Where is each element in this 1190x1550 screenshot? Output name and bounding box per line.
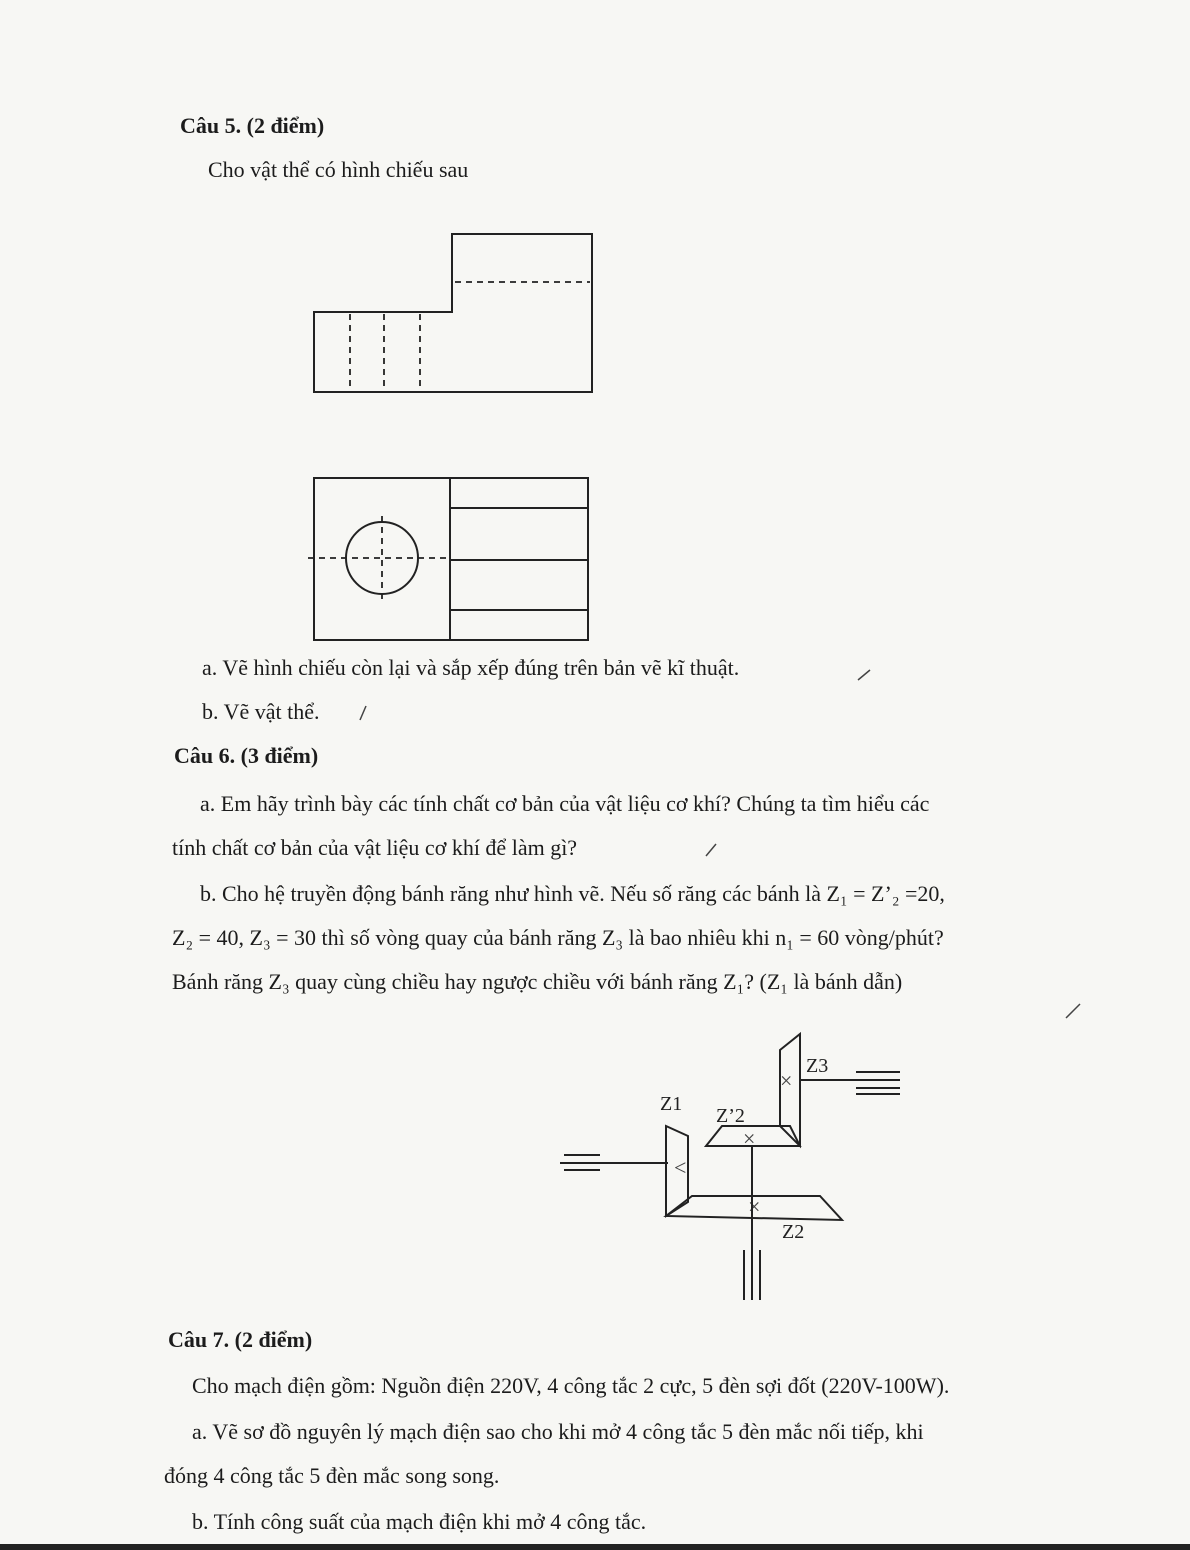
label-z1: Z1 bbox=[660, 1093, 683, 1115]
scan-edge bbox=[0, 1544, 1190, 1550]
z1-shaft-mark: < bbox=[674, 1155, 687, 1180]
q7-part-a-line1: a. Vẽ sơ đồ nguyên lý mạch điện sao cho khi mở 4 công tắc 5 đèn mắc nối tiếp, khi bbox=[192, 1419, 924, 1444]
label-z2-prime: Z’2 bbox=[716, 1105, 745, 1127]
gear-train-diagram bbox=[560, 1034, 900, 1300]
z2-shaft-mark: × bbox=[748, 1194, 761, 1219]
q7-title: Câu 7. (2 điểm) bbox=[168, 1327, 313, 1352]
label-z3: Z3 bbox=[806, 1055, 829, 1077]
z2p-shaft-mark: × bbox=[743, 1126, 756, 1151]
q6-part-b-line2: Z₂ = 40, Z₃ = 30 thì số vòng quay của bánh răng Z₃ là bao nhiêu khi n₁ = 60 vòng/phút? bbox=[172, 925, 944, 950]
q5-intro: Cho vật thể có hình chiếu sau bbox=[208, 157, 469, 182]
q7-intro: Cho mạch điện gồm: Nguồn điện 220V, 4 công tắc 2 cực, 5 đèn sợi đốt (220V-100W). bbox=[192, 1373, 950, 1398]
top-view-drawing bbox=[308, 478, 588, 640]
q7-part-b: b. Tính công suất của mạch điện khi mở 4 công tắc. bbox=[192, 1509, 647, 1534]
z3-shaft-mark: × bbox=[780, 1068, 793, 1093]
q6-part-a-line2: tính chất cơ bản của vật liệu cơ khí để làm gì? bbox=[172, 835, 578, 860]
q7-part-a-line2: đóng 4 công tắc 5 đèn mắc song song. bbox=[164, 1463, 500, 1488]
label-z2: Z2 bbox=[782, 1221, 805, 1243]
q5-part-b: b. Vẽ vật thể. bbox=[202, 699, 320, 724]
q5-part-a: a. Vẽ hình chiếu còn lại và sắp xếp đúng trên bản vẽ kĩ thuật. bbox=[202, 655, 740, 680]
q5-title: Câu 5. (2 điểm) bbox=[180, 113, 325, 138]
q6-part-b-line1: b. Cho hệ truyền động bánh răng như hình vẽ. Nếu số răng các bánh là Z₁ = Z’₂ =20, bbox=[200, 881, 945, 906]
q6-title: Câu 6. (3 điểm) bbox=[174, 743, 319, 768]
q6-part-a-line1: a. Em hãy trình bày các tính chất cơ bản của vật liệu cơ khí? Chúng ta tìm hiểu các bbox=[200, 791, 930, 816]
q6-part-b-line3: Bánh răng Z₃ quay cùng chiều hay ngược chiều với bánh răng Z₁? (Z₁ là bánh dẫn) bbox=[172, 969, 903, 994]
front-view-drawing bbox=[314, 234, 592, 392]
